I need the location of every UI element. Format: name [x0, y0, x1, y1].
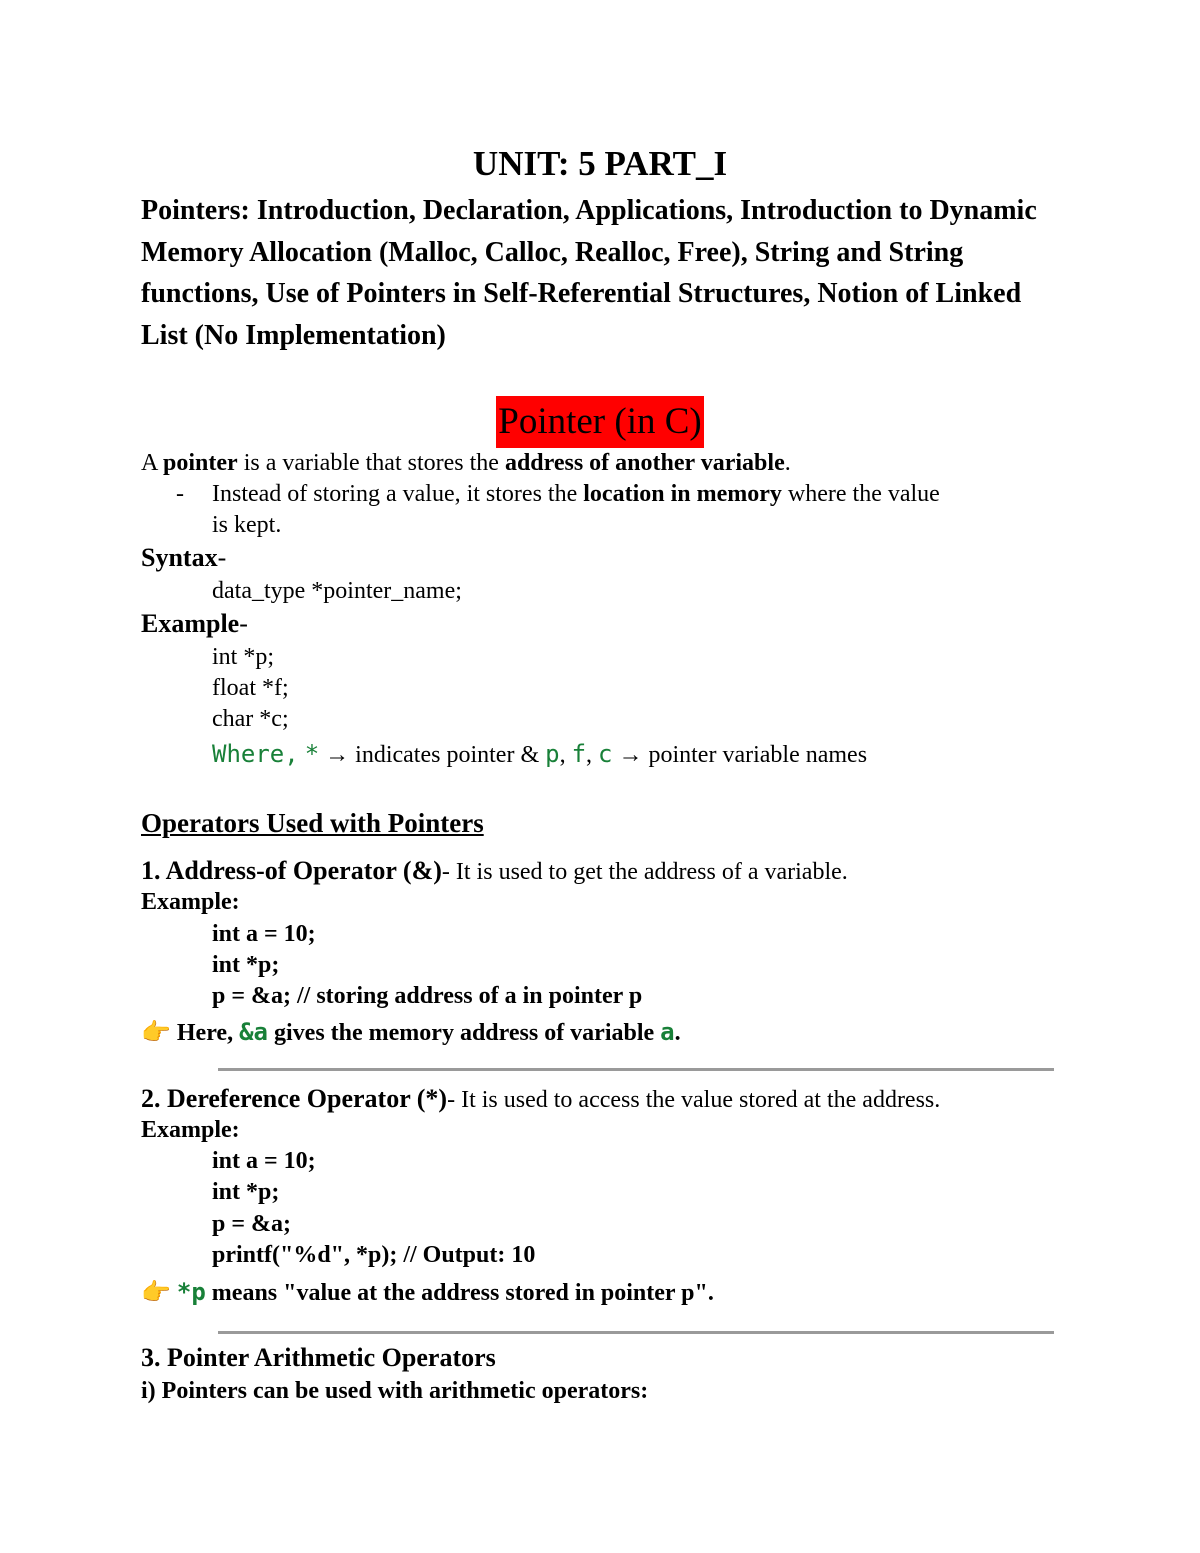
- page-title: UNIT: 5 PART_I: [472, 144, 728, 183]
- op1-note: 👉 Here, &a gives the memory address of variable a.: [141, 1018, 681, 1046]
- op2-example-label: Example:: [141, 1117, 240, 1143]
- bullet-dash: -: [176, 481, 184, 507]
- bullet-line-1: Instead of storing a value, it stores the location in memory where the value: [212, 481, 940, 507]
- where-line: Where, * → indicates pointer & p, f, c → pointer variable names: [212, 740, 868, 768]
- section-heading-pointer: [0, 396, 1200, 448]
- op2-title: 2. Dereference Operator (*)- It is used to access the value stored at the address.: [141, 1084, 941, 1113]
- example-line: float *f;: [212, 675, 289, 701]
- op1-title: 1. Address-of Operator (&)- It is used to get the address of a variable.: [141, 856, 848, 885]
- op3-title: 3. Pointer Arithmetic Operators: [141, 1343, 496, 1372]
- op1-code-line: int a = 10;: [212, 921, 316, 947]
- op1-code-line: int *p;: [212, 952, 280, 978]
- highlighted-heading: Pointer (in C): [496, 396, 703, 448]
- example-line: char *c;: [212, 706, 289, 732]
- syntax-label: Syntax-: [141, 543, 227, 572]
- op2-note: 👉 *p means "value at the address stored in pointer p".: [141, 1278, 714, 1306]
- op2-code-line: int a = 10;: [212, 1148, 316, 1174]
- op2-code-line: printf("%d", *p); // Output: 10: [212, 1242, 536, 1268]
- op1-code-line: p = &a; // storing address of a in pointer p: [212, 983, 643, 1009]
- pointing-hand-icon: 👉: [141, 1018, 171, 1046]
- example-line: int *p;: [212, 644, 275, 670]
- op1-example-label: Example:: [141, 889, 240, 915]
- bullet-line-2: is kept.: [212, 512, 282, 538]
- op3-subtitle: i) Pointers can be used with arithmetic operators:: [141, 1378, 649, 1404]
- operators-heading: Operators Used with Pointers: [141, 808, 484, 838]
- op2-code-line: p = &a;: [212, 1211, 292, 1237]
- op2-code-line: int *p;: [212, 1179, 280, 1205]
- example-label: Example-: [141, 609, 248, 638]
- pointing-hand-icon: 👉: [141, 1278, 171, 1306]
- pointer-definition: A pointer is a variable that stores the address of another variable.: [141, 450, 791, 476]
- horizontal-divider: [218, 1068, 1054, 1071]
- syntax-code: data_type *pointer_name;: [212, 578, 462, 604]
- horizontal-divider: [218, 1331, 1054, 1334]
- unit-intro: Pointers: Introduction, Declaration, Applications, Introduction to Dynamic Memory Allocation (Malloc, Calloc, Realloc, Free), String and String functions, Use of Pointers in Self-Referential Structures, Notion of Linked List (No Implementation): [141, 195, 1037, 351]
